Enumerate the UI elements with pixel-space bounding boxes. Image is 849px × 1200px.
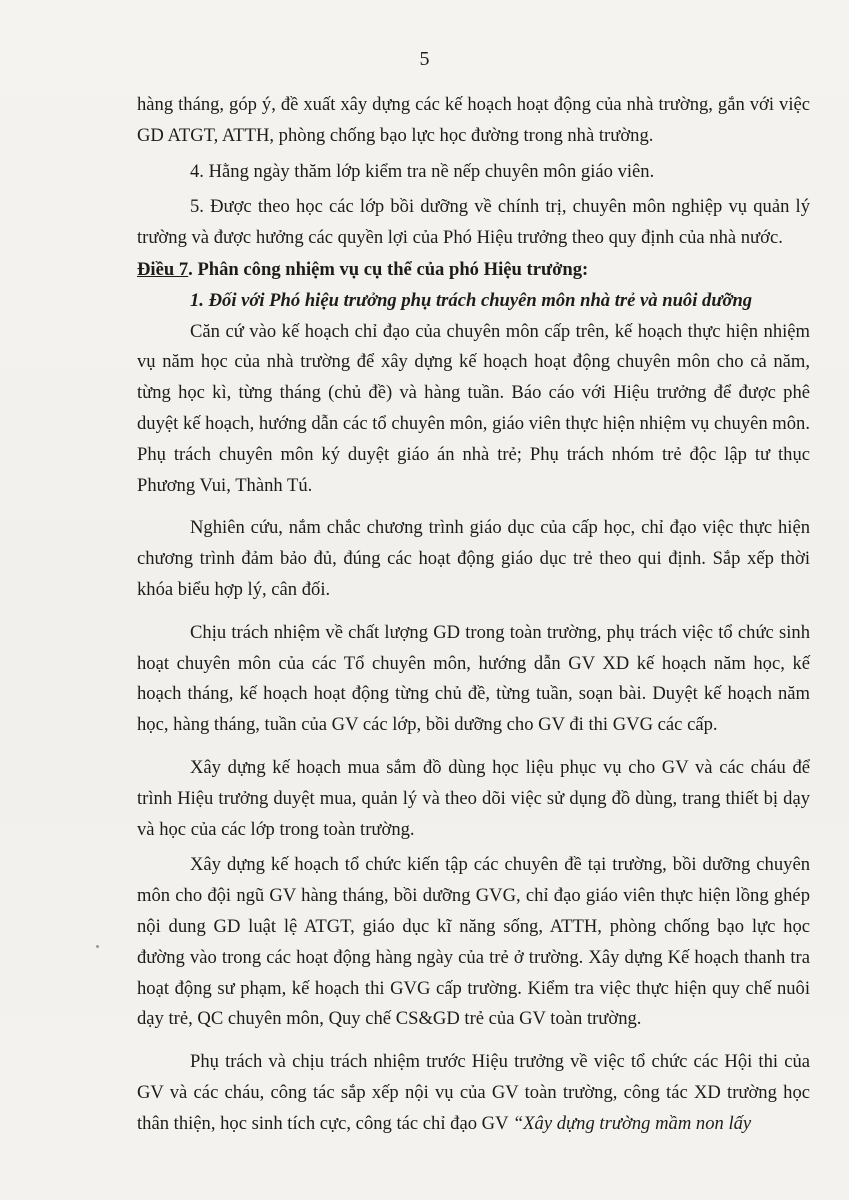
paragraph-contests-text: Phụ trách và chịu trách nhiệm trước Hiệu trưởng về việc tổ chức các Hội thi của GV và các cháu, công tác sắp xếp nội vụ của GV toàn trường, công tác XD trường học thân thiện, học sinh tích cực, công tác chỉ đạo GV xyxy=(137,1051,810,1134)
paragraph-training: Xây dựng kế hoạch tổ chức kiến tập các chuyên đề tại trường, bồi dưỡng chuyên môn cho đội ngũ GV hàng tháng, bồi dưỡng GVG, chỉ đạo giáo viên thực hiện lồng ghép nội dung GD luật lệ ATGT, giáo dục kĩ năng sống, ATTH, phòng chống bạo lực học đường vào trong các hoạt động hàng ngày của trẻ ở trường. Xây dựng Kế hoạch thanh tra hoạt động sư phạm, kế hoạch thi GVG cấp trường. Kiểm tra việc thực hiện quy chế nuôi dạy trẻ, QC chuyên môn, Quy chế CS&GD trẻ của GV toàn trường. xyxy=(137,854,810,1030)
section-subheading: 1. Đối với Phó hiệu trưởng phụ trách chuyên môn nhà trẻ và nuôi dưỡng xyxy=(190,289,753,311)
paragraph-continued: hàng tháng, góp ý, đề xuất xây dựng các kế hoạch hoạt động của nhà trường, gắn với việc GD ATGT, ATTH, phòng chống bạo lực học đường trong nhà trường. xyxy=(137,94,810,146)
paragraph-materials: Xây dựng kế hoạch mua sắm đồ dùng học liệu phục vụ cho GV và các cháu để trình Hiệu trưởng duyệt mua, quản lý và theo dõi việc sử dụng đồ dùng, trang thiết bị dạy và học của các lớp trong toàn trường. xyxy=(137,756,810,840)
paragraph-contests-quote: “Xây dựng trường mầm non lấy xyxy=(512,1112,752,1134)
paragraph-curriculum: Nghiên cứu, nắm chắc chương trình giáo dục của cấp học, chỉ đạo việc thực hiện chương trình đảm bảo đủ, đúng các hoạt động giáo dục trẻ theo qui định. Sắp xếp thời khóa biểu hợp lý, cân đối. xyxy=(137,517,810,600)
scan-speck xyxy=(96,945,99,948)
paragraph-item-4: 4. Hằng ngày thăm lớp kiểm tra nề nếp chuyên môn giáo viên. xyxy=(190,160,655,182)
page-number: 5 xyxy=(419,48,430,70)
paragraph-item-5: 5. Được theo học các lớp bồi dưỡng về chính trị, chuyên môn nghiệp vụ quản lý trường và được hưởng các quyền lợi của Phó Hiệu trưởng theo quy định của nhà nước. xyxy=(137,196,810,249)
document-body xyxy=(137,90,810,1140)
article-heading xyxy=(137,255,810,286)
article-heading-text: . Phân công nhiệm vụ cụ thể của phó Hiệu trưởng: xyxy=(188,258,589,280)
paragraph-planning: Căn cứ vào kế hoạch chỉ đạo của chuyên môn cấp trên, kế hoạch thực hiện nhiệm vụ năm học của nhà trường để xây dựng kế hoạch hoạt động chuyên môn cho cả năm, từng học kì, từng tháng (chủ đề) và hàng tuần. Báo cáo với Hiệu trưởng để được phê duyệt kế hoạch, hướng dẫn các tổ chuyên môn, giáo viên thực hiện nhiệm vụ chuyên môn. Phụ trách chuyên môn ký duyệt giáo án nhà trẻ; Phụ trách nhóm trẻ độc lập tư thục Phương Vui, Thành Tú. xyxy=(137,320,810,496)
paragraph-quality: Chịu trách nhiệm về chất lượng GD trong toàn trường, phụ trách việc tổ chức sinh hoạt chuyên môn của các Tổ chuyên môn, hướng dẫn GV XD kế hoạch năm học, kế hoạch tháng, kế hoạch hoạt động từng chủ đề, từng tuần, soạn bài. Duyệt kế hoạch năm học, hàng tháng, tuần của GV các lớp, bồi dưỡng cho GV đi thi GVG các cấp. xyxy=(137,621,810,736)
paragraph-contests xyxy=(137,1047,810,1139)
article-heading-label: Điều 7 xyxy=(137,258,189,280)
